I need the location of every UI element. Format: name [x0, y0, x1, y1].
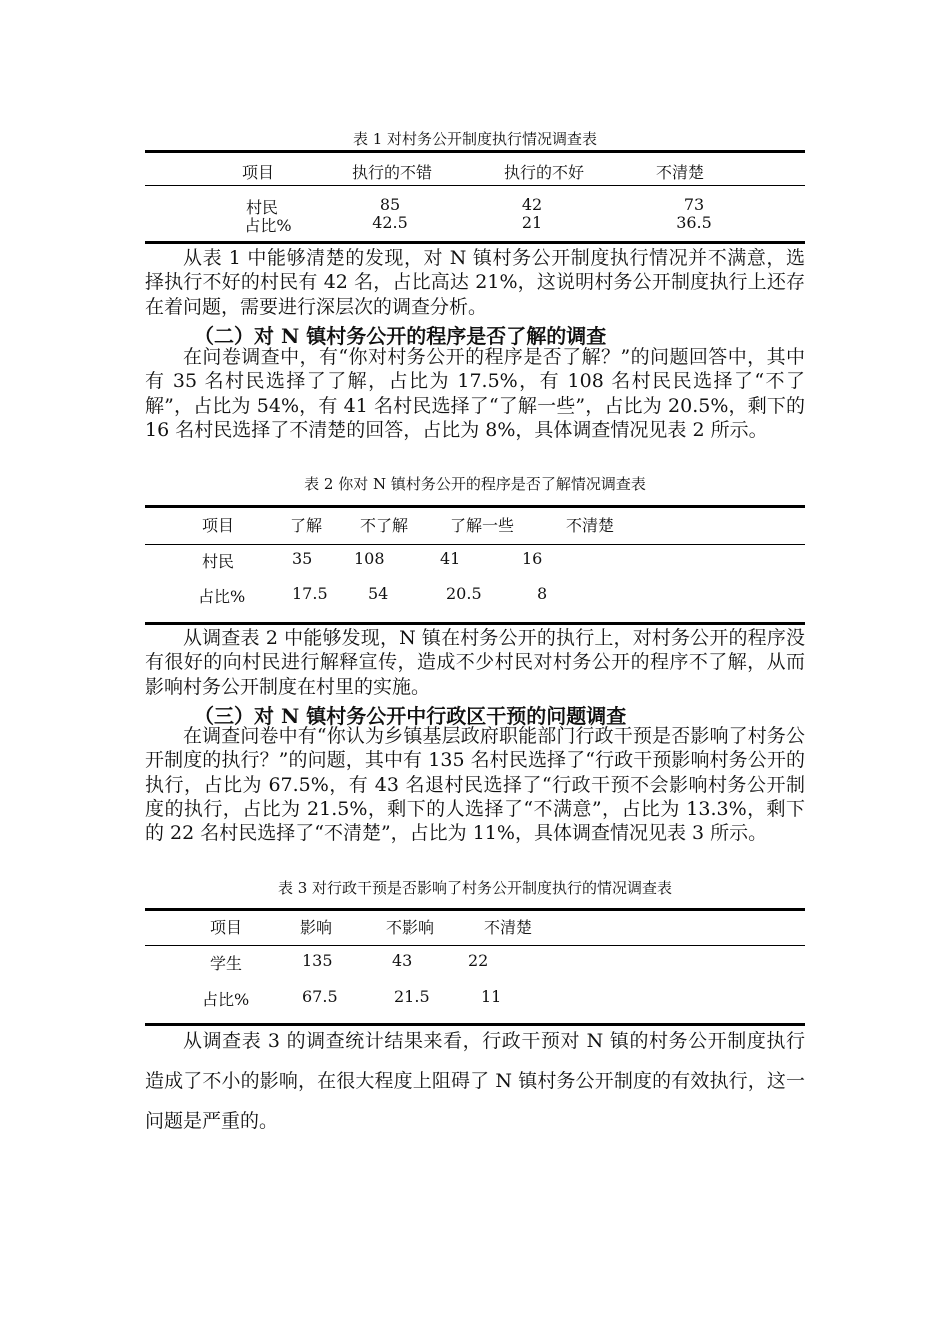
- table1-row1-unclear: 73: [683, 195, 705, 214]
- table1-header-unclear: 不清楚: [655, 163, 705, 182]
- table1-header-bad: 执行的不好: [503, 163, 585, 182]
- table3-row2-unclear: 11: [481, 987, 502, 1006]
- paragraph-1: 从表 1 中能够清楚的发现，对 N 镇村务公开制度执行情况并不满意，选择执行不好的村民有 42 名，占比高达 21%，这说明村务公开制度执行上还存在着问题，需要进行深层次的调查分析。: [145, 247, 805, 318]
- table2-row2-know-some: 20.5: [446, 584, 482, 603]
- table1-top-rule: [145, 150, 805, 153]
- table1-row2-bad: 21: [521, 213, 543, 232]
- table2-header-know-some: 了解一些: [450, 516, 515, 535]
- paragraph-4: 在调查问卷中有“你认为乡镇基层政府职能部门行政干预是否影响了村务公开制度的执行？”的问题，其中有 135 名村民选择了“行政干预影响村务公开的执行，占比为 67.5%，有 43 名退村民选择了“行政干预不会影响村务公开制度的执行，占比为 21.5%，剩下的人选择了“不满意”，占比为 13.3%，剩下的 22 名村民选择了“不清楚”，占比为 11%，具体调查情况见表 3 所示。: [145, 725, 805, 845]
- table3-header-item: 项目: [210, 918, 243, 937]
- table1-caption: 表 1 对村务公开制度执行情况调查表: [352, 130, 598, 148]
- table1-header-item: 项目: [241, 163, 275, 182]
- table2-row2-dont-know: 54: [368, 584, 389, 603]
- table3-header-affect: 影响: [300, 918, 333, 937]
- table2-header-know: 了解: [290, 516, 323, 535]
- table3-top-rule: [145, 908, 805, 911]
- table2-header-rule: [145, 544, 805, 545]
- section-heading-3: （三）对 N 镇村务公开中行政区干预的问题调查: [194, 704, 627, 728]
- paragraph-3: 从调查表 2 中能够发现，N 镇在村务公开的执行上，对村务公开的程序没有很好的向村民进行解释宣传，造成不少村民对村务公开的程序不了解，从而影响村务公开制度在村里的实施。: [145, 627, 805, 698]
- table3-row1-label: 学生: [210, 954, 243, 973]
- table2-row1-know-some: 41: [440, 549, 461, 568]
- table3-row1-unclear: 22: [468, 951, 489, 970]
- table1-row1-label: 村民: [245, 198, 279, 217]
- table2-bottom-rule: [145, 622, 805, 625]
- table3-row2-label: 占比%: [202, 990, 250, 1009]
- table3-row2-not-affect: 21.5: [394, 987, 430, 1006]
- table2-row1-dont-know: 108: [354, 549, 385, 568]
- table2-top-rule: [145, 505, 805, 508]
- table1-row2-unclear: 36.5: [676, 213, 712, 232]
- table2-header-item: 项目: [202, 516, 235, 535]
- table2-header-unclear: 不清楚: [566, 516, 615, 535]
- table1-row1-good: 85: [379, 195, 401, 214]
- table3-row1-affect: 135: [302, 951, 333, 970]
- table2-row1-label: 村民: [202, 552, 235, 571]
- table3-header-not-affect: 不影响: [386, 918, 435, 937]
- table1-header-rule: [145, 185, 805, 186]
- table1-row1-bad: 42: [521, 195, 543, 214]
- table3-header-unclear: 不清楚: [484, 918, 533, 937]
- table3-caption: 表 3 对行政干预是否影响了村务公开制度执行的情况调查表: [277, 879, 673, 897]
- paragraph-5: 从调查表 3 的调查统计结果来看，行政干预对 N 镇的村务公开制度执行造成了不小的影响，在很大程度上阻碍了 N 镇村务公开制度的有效执行，这一问题是严重的。: [145, 1030, 805, 1132]
- table2-row2-label: 占比%: [198, 587, 246, 606]
- table2-row2-unclear: 8: [537, 584, 548, 603]
- table3-header-rule: [145, 945, 805, 946]
- paragraph-2: 在问卷调查中，有“你对村务公开的程序是否了解？”的问题回答中，其中有 35 名村民选择了了解，占比为 17.5%，有 108 名村民民选择了“不了解”，占比为 54%，有 41 名村民选择了“了解一些”，占比为 20.5%，剩下的 16 名村民选择了不清楚的回答，占比为 8%，具体调查情况见表 2 所示。: [145, 346, 805, 441]
- table3-row2-affect: 67.5: [302, 987, 338, 1006]
- table1-row2-good: 42.5: [372, 213, 408, 232]
- table2-header-dont-know: 不了解: [360, 516, 409, 535]
- table2-row2-know: 17.5: [292, 584, 328, 603]
- table2-caption: 表 2 你对 N 镇村务公开的程序是否了解情况调查表: [304, 475, 646, 493]
- table1-bottom-rule: [145, 241, 805, 244]
- table3-row1-not-affect: 43: [392, 951, 413, 970]
- table1-header-good: 执行的不错: [351, 163, 433, 182]
- section-heading-2: （二）对 N 镇村务公开的程序是否了解的调查: [194, 324, 607, 348]
- table2-row1-know: 35: [292, 549, 313, 568]
- table2-row1-unclear: 16: [522, 549, 543, 568]
- table1-row2-label: 占比%: [244, 216, 292, 235]
